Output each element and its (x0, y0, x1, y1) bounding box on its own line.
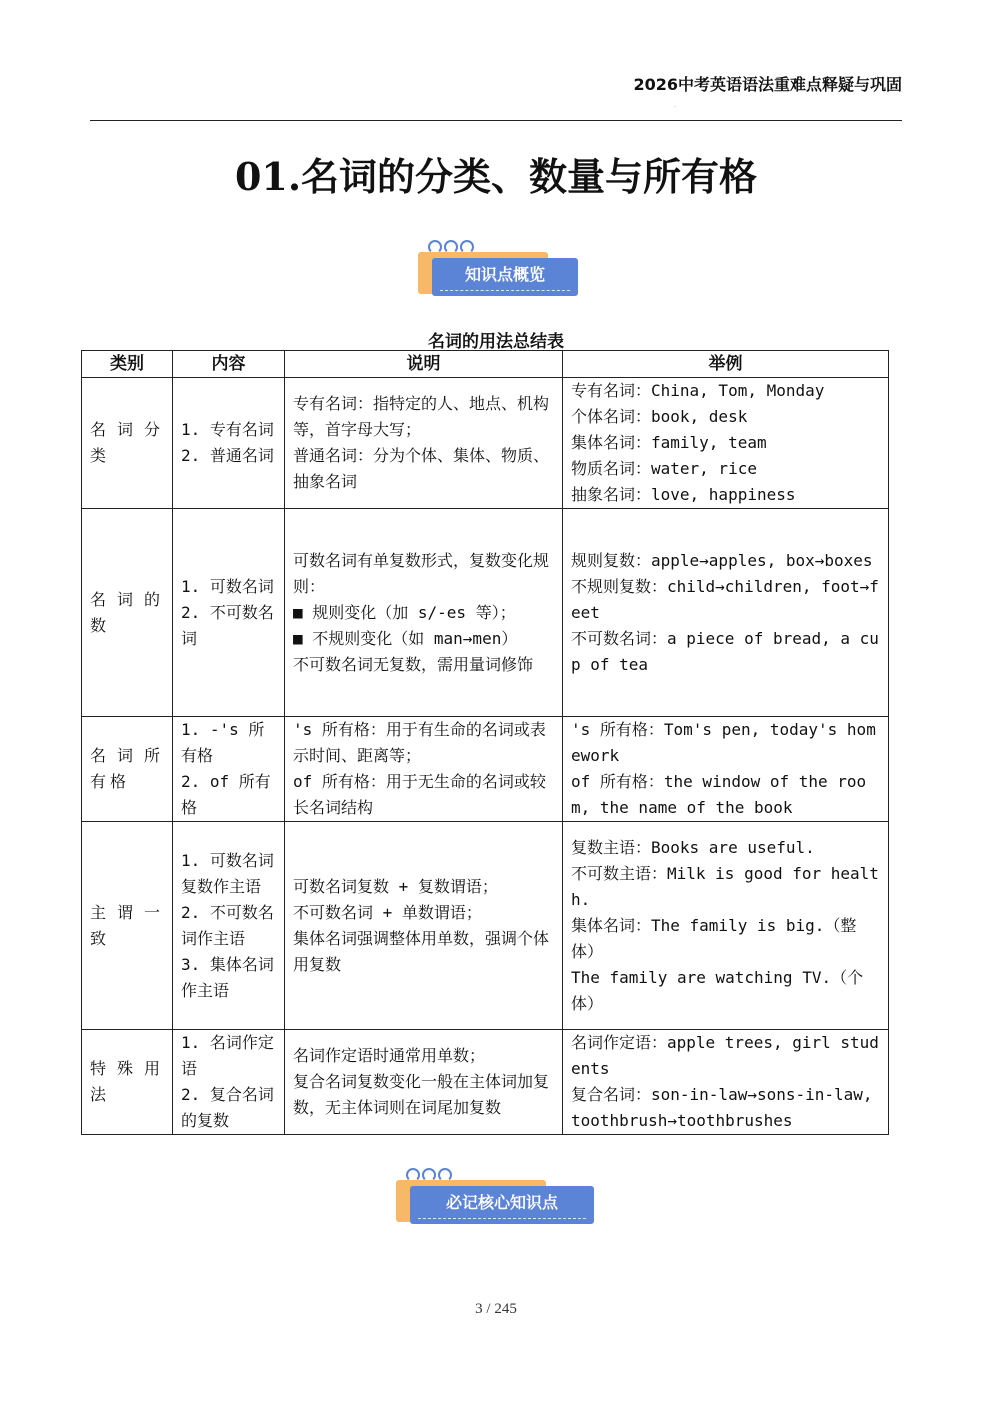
page-number: 3 / 245 (475, 1301, 517, 1317)
explanation-line: ■ 不规则变化（如 man→men） (293, 628, 518, 648)
example-line: 复数主语：Books are useful. (571, 837, 815, 857)
example-line: The family are watching TV.（个体） (571, 967, 864, 1013)
example-line: 不规则复数：child→children, foot→feet (571, 576, 879, 622)
example-line: 个体名词：book, desk (571, 407, 748, 426)
row-content (173, 822, 285, 1030)
section-badge-overview (418, 244, 578, 304)
row-explanation (285, 1030, 563, 1135)
binder-rings-icon (406, 1168, 460, 1180)
content-line: 1. 专有名词 (181, 420, 274, 439)
example-line: 规则复数：apple→apples, box→boxes (571, 550, 873, 570)
explanation-line: 's 所有格：用于有生命的名词或表示时间、距离等； (293, 720, 546, 765)
badge-label-box (432, 258, 578, 296)
row-examples (563, 1030, 889, 1135)
row-category: 名词所有格 (82, 717, 173, 822)
content-line: 3. 集体名词作主语 (181, 954, 274, 1000)
content-line: 2. 不可数名词 (181, 602, 274, 648)
explanation-line: 集体名词强调整体用单数，强调个体用复数 (293, 928, 550, 974)
example-line: 不可数主语：Milk is good for health. (571, 863, 879, 909)
example-line: 's 所有格：Tom's pen, today's homework (571, 720, 876, 765)
example-line: 抽象名词：love, happiness (571, 485, 796, 504)
example-line: 复合名词：son-in-law→sons-in-law, toothbrush→toothbrushes (571, 1085, 873, 1130)
table-header-row (82, 351, 889, 378)
badge-label-box (410, 1186, 594, 1224)
explanation-line: ■ 规则变化（加 s/-es 等）； (293, 602, 516, 622)
example-line: 物质名词：water, rice (571, 459, 757, 478)
content-line: 2. 普通名词 (181, 446, 274, 465)
table-row (82, 822, 889, 1030)
binder-rings-icon (428, 240, 482, 252)
row-examples (563, 378, 889, 509)
badge-label: 知识点概览 (464, 265, 545, 284)
explanation-line: of 所有格：用于无生命的名词或较长名词结构 (293, 772, 546, 817)
badge-label: 必记核心知识点 (445, 1193, 558, 1212)
row-content (173, 509, 285, 717)
table-row (82, 1030, 889, 1135)
example-line: 集体名词：The family is big.（整体） (571, 915, 857, 961)
example-line: 集体名词：family, team (571, 433, 767, 452)
example-line: 不可数名词：a piece of bread, a cup of tea (571, 628, 879, 674)
row-category: 名词分类 (82, 378, 173, 509)
explanation-line: 专有名词：指特定的人、地点、机构等，首字母大写； (293, 394, 550, 439)
column-header: 举例 (563, 351, 889, 378)
content-line: 2. 不可数名词作主语 (181, 902, 274, 948)
example-line: of 所有格：the window of the room, the name of the book (571, 772, 867, 817)
noun-usage-table (81, 350, 889, 1135)
header-divider (90, 120, 902, 121)
row-content (173, 1030, 285, 1135)
column-header: 类别 (82, 351, 173, 378)
row-examples (563, 717, 889, 822)
explanation-line: 不可数名词无复数，需用量词修饰 (293, 654, 534, 674)
row-category: 主谓一致 (82, 822, 173, 1030)
table-caption: 名词的用法总结表 (428, 332, 564, 352)
content-line: 2. 复合名词的复数 (181, 1085, 274, 1130)
explanation-line: 名词作定语时通常用单数； (293, 1046, 486, 1065)
explanation-line: 不可数名词 + 单数谓语； (293, 902, 482, 922)
document-header-title: 2026中考英语语法重难点释疑与巩固 (633, 75, 902, 94)
content-line: 1. 名词作定语 (181, 1033, 274, 1078)
explanation-line: 可数名词有单复数形式，复数变化规则： (293, 550, 550, 596)
content-line: 1. 可数名词 (181, 576, 274, 596)
row-explanation (285, 509, 563, 717)
column-header: 说明 (285, 351, 563, 378)
explanation-line: 复合名词复数变化一般在主体词加复数，无主体词则在词尾加复数 (293, 1072, 550, 1117)
content-line: 1. -'s 所有格 (181, 720, 265, 765)
row-category: 名词的数 (82, 509, 173, 717)
row-explanation (285, 717, 563, 822)
content-line: 2. of 所有格 (181, 772, 271, 817)
row-content (173, 378, 285, 509)
header-mark: · (674, 104, 676, 111)
page-title: 01.名词的分类、数量与所有格 (234, 154, 758, 199)
row-category: 特殊用法 (82, 1030, 173, 1135)
row-content (173, 717, 285, 822)
section-badge-core (396, 1172, 594, 1232)
row-explanation (285, 822, 563, 1030)
table-row (82, 717, 889, 822)
explanation-line: 可数名词复数 + 复数谓语； (293, 876, 498, 896)
row-explanation (285, 378, 563, 509)
content-line: 1. 可数名词复数作主语 (181, 850, 274, 896)
table-row (82, 378, 889, 509)
example-line: 名词作定语：apple trees, girl students (571, 1033, 879, 1078)
row-examples (563, 509, 889, 717)
row-examples (563, 822, 889, 1030)
table-row (82, 509, 889, 717)
column-header: 内容 (173, 351, 285, 378)
example-line: 专有名词：China, Tom, Monday (571, 381, 825, 400)
explanation-line: 普通名词：分为个体、集体、物质、抽象名词 (293, 446, 550, 491)
